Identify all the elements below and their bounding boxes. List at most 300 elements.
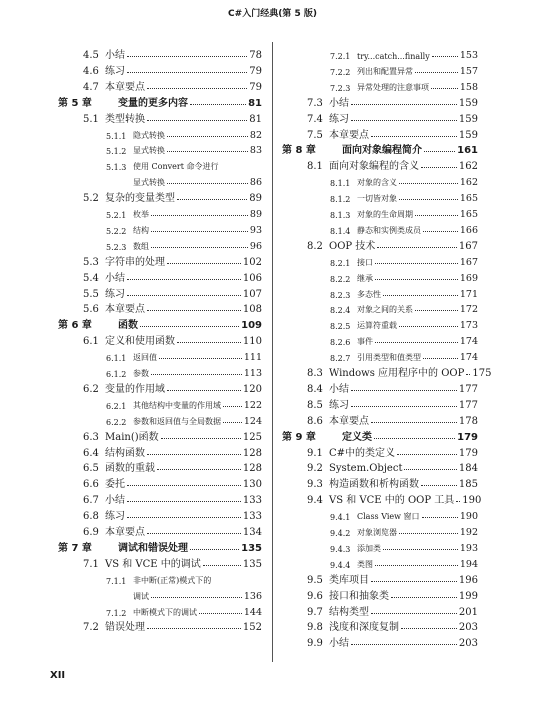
toc-entry-title: try...catch...finally: [357, 52, 430, 61]
toc-entry-page: 190: [459, 511, 478, 523]
toc-entry-number: 8.2.4: [330, 306, 351, 316]
dot-leader: [399, 199, 458, 200]
toc-entry-page: 152: [242, 622, 262, 634]
toc-entry-title: 对象浏览器: [357, 528, 397, 537]
toc-entry: [307, 109, 478, 125]
dot-leader: [151, 597, 242, 598]
toc-entry-title: 错误处理: [105, 622, 145, 634]
toc-entry-page: 174: [459, 336, 478, 348]
toc-entry-number: 6.1.1: [106, 354, 127, 364]
toc-entry: [83, 506, 262, 522]
toc-entry-title: 本章要点: [329, 129, 369, 141]
toc-entry: [330, 347, 478, 363]
dot-leader: [223, 422, 242, 423]
toc-entry-number: 9.4.4: [330, 560, 351, 570]
toc-entry: [307, 602, 478, 618]
toc-entry-page: 83: [249, 145, 262, 157]
toc-entry: [83, 490, 262, 506]
toc-entry-title: Class View 窗口: [357, 512, 420, 522]
toc-entry: [83, 77, 262, 93]
toc-entry-title: C#中的类定义: [329, 447, 396, 459]
toc-entry-number: 5.1: [83, 113, 99, 125]
column-divider: [272, 42, 273, 662]
dot-leader: [127, 279, 241, 280]
toc-entry-page: 159: [458, 129, 478, 141]
toc-entry-number: 7.2: [83, 622, 99, 634]
toc-entry: [330, 506, 478, 522]
toc-entry-page: 172: [459, 304, 478, 316]
toc-entry: [106, 204, 262, 220]
toc-entry-page: 133: [242, 495, 262, 507]
toc-entry: [307, 156, 478, 172]
toc-entry-page: 165: [459, 193, 478, 205]
toc-entry-title: 本章要点: [105, 81, 145, 93]
dot-leader: [399, 183, 458, 184]
toc-entry-title: 非中断(正常)模式下的: [133, 575, 212, 585]
toc-entry-number: 5.1.3: [106, 163, 127, 173]
toc-entry-title: 中断模式下的调试: [133, 607, 197, 617]
dot-leader: [375, 342, 458, 343]
toc-entry-page: 174: [459, 352, 478, 364]
dot-leader: [351, 644, 457, 645]
toc-entry-number: 4.7: [83, 81, 99, 93]
toc-entry-number: 第 6 章: [58, 320, 92, 332]
dot-leader: [147, 120, 247, 121]
toc-entry-page: 161: [457, 145, 478, 157]
dot-leader: [401, 628, 457, 629]
toc-entry-title: 静态和实例类成员: [357, 225, 421, 235]
toc-entry: [330, 331, 478, 347]
dot-leader: [383, 295, 458, 296]
toc-entry-title: 结构函数: [105, 447, 145, 459]
toc-entry-number: 9.4.3: [330, 544, 351, 554]
toc-entry-title: OOP 技术: [329, 240, 376, 252]
toc-entry: [330, 220, 478, 236]
toc-entry: [330, 268, 478, 284]
toc-entry-number: 6.5: [83, 463, 99, 475]
toc-entry-number: 6.2: [83, 383, 99, 395]
toc-entry: [83, 284, 262, 300]
toc-entry-page: 122: [243, 399, 262, 411]
toc-entry-number: 6.7: [83, 495, 99, 507]
toc-entry-page: 82: [249, 129, 262, 141]
toc-entry-page: 130: [242, 479, 262, 491]
toc-entry-title: 小结: [329, 97, 349, 109]
toc-entry-title: 调试: [133, 591, 149, 601]
dot-leader: [351, 390, 457, 391]
toc-entry-page: 203: [458, 638, 478, 650]
toc-entry: [83, 188, 262, 204]
dot-leader: [151, 215, 248, 216]
dot-leader: [127, 295, 241, 296]
running-header: C#入门经典(第 5 版): [228, 9, 317, 19]
dot-leader: [423, 231, 458, 232]
toc-entry-number: 9.2: [307, 463, 323, 475]
toc-entry-number: 8.2.1: [330, 258, 351, 268]
toc-entry: [330, 77, 478, 93]
toc-entry-page: 167: [459, 256, 478, 268]
toc-entry-number: 8.2.5: [330, 322, 351, 332]
toc-entry-page: 203: [458, 622, 478, 634]
toc-entry: [307, 363, 492, 379]
dot-leader: [422, 517, 458, 518]
toc-entry-number: 7.3: [307, 97, 323, 109]
toc-entry-number: 7.1.2: [106, 608, 127, 618]
dot-leader: [431, 88, 458, 89]
dot-leader: [140, 326, 239, 327]
toc-entry: [83, 252, 262, 268]
toc-entry-number: 第 7 章: [58, 542, 92, 554]
toc-entry-number: 6.1: [83, 336, 99, 348]
toc-entry-title: 类图: [357, 559, 373, 569]
toc-entry-page: 159: [458, 113, 478, 125]
toc-entry: [330, 538, 478, 554]
toc-entry-title: 定义类: [342, 431, 372, 443]
toc-entry: [307, 93, 478, 109]
toc-entry-number: 7.2.2: [330, 67, 351, 77]
toc-entry-page: 102: [242, 256, 262, 268]
toc-entry-number: 7.5: [307, 129, 323, 141]
toc-entry-title: System.Object: [329, 463, 403, 475]
dot-leader: [397, 454, 457, 455]
toc-entry: [330, 45, 478, 61]
toc-entry-page: 167: [458, 240, 478, 252]
toc-entry-page: 107: [242, 288, 262, 300]
toc-entry-title: 引用类型和值类型: [357, 353, 421, 363]
toc-entry: [106, 363, 262, 379]
toc-entry-number: 8.2.2: [330, 274, 351, 284]
dot-leader: [415, 310, 458, 311]
dot-leader: [375, 565, 458, 566]
dot-leader: [161, 438, 241, 439]
toc-entry: [133, 586, 262, 602]
toc-entry-number: 9.8: [307, 622, 323, 634]
dot-leader: [424, 151, 455, 152]
toc-entry: [307, 411, 478, 427]
toc-entry-number: 8.4: [307, 383, 323, 395]
toc-entry: [330, 284, 478, 300]
toc-entry-page: 86: [249, 177, 262, 189]
toc-entry: [83, 554, 262, 570]
toc-entry-page: 196: [458, 574, 478, 586]
toc-entry: [83, 522, 262, 538]
dot-leader: [147, 628, 241, 629]
dot-leader: [371, 581, 457, 582]
toc-entry-number: 9.4.1: [330, 513, 351, 523]
toc-entry-number: 9.4: [307, 495, 323, 507]
toc-entry-title: 委托: [105, 479, 125, 491]
toc-entry-title: 小结: [105, 272, 125, 284]
toc-entry-number: 8.6: [307, 415, 323, 427]
toc-entry-title: VS 和 VCE 中的调试: [105, 558, 201, 570]
dot-leader: [415, 72, 458, 73]
dot-leader: [423, 358, 458, 359]
toc-entry-title: 调试和错误处理: [118, 542, 188, 554]
toc-entry-page: 96: [249, 240, 262, 252]
toc-entry: [58, 93, 262, 109]
dot-leader: [351, 120, 457, 121]
toc-entry-title: 函数的重载: [105, 463, 155, 475]
toc-entry-page: 108: [242, 304, 262, 316]
toc-entry-title: 小结: [105, 495, 125, 507]
toc-entry: [282, 140, 478, 156]
dot-leader: [375, 263, 458, 264]
toc-entry: [83, 299, 262, 315]
toc-entry-page: 190: [462, 495, 482, 507]
toc-entry-number: 8.2.3: [330, 290, 351, 300]
toc-entry-page: 171: [459, 288, 478, 300]
toc-entry-title: 使用 Convert 命令进行: [133, 162, 219, 172]
toc-entry: [58, 538, 262, 554]
dot-leader: [190, 549, 239, 550]
toc-entry: [106, 140, 262, 156]
dot-leader: [177, 342, 241, 343]
dot-leader: [167, 151, 248, 152]
toc-entry-number: 6.6: [83, 479, 99, 491]
toc-entry-page: 169: [459, 272, 478, 284]
toc-entry-page: 177: [458, 383, 478, 395]
toc-entry-title: 类库项目: [329, 574, 369, 586]
dot-leader: [374, 438, 455, 439]
dot-leader: [127, 517, 241, 518]
toc-entry-number: 9.3: [307, 479, 323, 491]
toc-entry-page: 79: [249, 65, 262, 77]
toc-entry-page: 89: [249, 209, 262, 220]
toc-entry-number: 5.1.2: [106, 147, 127, 157]
dot-leader: [223, 406, 242, 407]
toc-entry-title: 数组: [133, 241, 149, 251]
toc-entry: [83, 268, 262, 284]
toc-entry-page: 179: [458, 447, 478, 459]
toc-entry-number: 6.8: [83, 511, 99, 523]
toc-entry-number: 9.6: [307, 590, 323, 602]
toc-entry-title: 对象的含义: [357, 178, 397, 188]
dot-leader: [203, 565, 241, 566]
toc-entry-page: 201: [458, 606, 478, 618]
dot-leader: [147, 310, 241, 311]
toc-entry-title: 返回值: [133, 353, 157, 363]
toc-entry: [307, 379, 478, 395]
toc-entry: [330, 299, 478, 315]
toc-entry-number: 6.2.1: [106, 401, 127, 411]
toc-entry: [307, 458, 478, 474]
toc-entry: [83, 474, 262, 490]
dot-leader: [456, 501, 460, 502]
toc-entry: [106, 125, 262, 141]
toc-entry-title: 本章要点: [105, 527, 145, 538]
dot-leader: [351, 406, 457, 407]
toc-entry-page: 166: [459, 224, 478, 236]
toc-entry: [307, 633, 478, 649]
toc-entry-title: 显式转换: [133, 178, 165, 188]
toc-entry-title: 小结: [329, 638, 349, 650]
toc-entry-number: 8.1.2: [330, 195, 351, 205]
toc-entry: [83, 109, 262, 125]
toc-entry: [330, 188, 478, 204]
toc-entry-title: 接口和抽象类: [329, 590, 389, 602]
toc-entry-page: 111: [243, 352, 262, 364]
toc-entry: [133, 172, 262, 188]
toc-entry-title: 运算符重载: [357, 321, 397, 331]
toc-entry-title: 添加类: [357, 543, 381, 553]
toc-entry-number: 5.1.1: [106, 131, 127, 141]
toc-entry-number: 第 5 章: [58, 97, 92, 109]
toc-entry-title: 继承: [357, 273, 373, 283]
toc-entry-number: 5.2.3: [106, 242, 127, 252]
toc-entry: [106, 570, 262, 586]
toc-entry-page: 81: [248, 97, 262, 109]
toc-entry-title: 参数: [133, 369, 149, 378]
toc-entry: [330, 522, 478, 538]
toc-entry-title: 练习: [105, 288, 125, 300]
toc-entry-number: 9.9: [307, 638, 323, 650]
toc-entry-page: 159: [458, 97, 478, 109]
toc-entry-page: 135: [242, 558, 262, 570]
dot-leader: [167, 136, 248, 137]
toc-entry: [330, 204, 478, 220]
dot-leader: [151, 374, 242, 375]
dot-leader: [147, 454, 241, 455]
toc-entry-title: 异常处理的注意事项: [357, 82, 429, 92]
dot-leader: [399, 326, 458, 327]
toc-entry-page: 89: [249, 193, 262, 205]
dot-leader: [167, 263, 241, 264]
toc-entry: [106, 602, 262, 618]
toc-entry-title: 小结: [329, 383, 349, 395]
toc-entry-title: Windows 应用程序中的 OOP: [329, 368, 465, 379]
toc-entry-page: 120: [242, 383, 262, 395]
toc-entry-title: 参数和返回值与全局数据: [133, 416, 221, 426]
toc-entry-title: 接口: [357, 257, 373, 267]
toc-entry-number: 6.9: [83, 527, 99, 538]
toc-entry-title: 变量的更多内容: [118, 97, 188, 109]
toc-entry-title: 练习: [329, 399, 349, 411]
toc-entry: [307, 586, 478, 602]
dot-leader: [391, 597, 457, 598]
dot-leader: [415, 215, 458, 216]
toc-entry-number: 6.3: [83, 431, 99, 443]
toc-entry-page: 81: [249, 113, 262, 125]
toc-entry-number: 6.4: [83, 447, 99, 459]
toc-entry: [106, 156, 262, 172]
toc-entry-title: 本章要点: [105, 304, 145, 316]
toc-entry-number: 8.3: [307, 368, 323, 379]
toc-entry-page: 125: [242, 431, 262, 443]
toc-entry-page: 194: [459, 558, 478, 570]
toc-entry-title: 函数: [118, 320, 138, 332]
toc-entry-number: 9.1: [307, 447, 323, 459]
toc-entry-title: 变量的作用域: [105, 383, 165, 395]
dot-leader: [151, 247, 248, 248]
dot-leader: [371, 136, 457, 137]
page-number: XII: [50, 670, 66, 681]
toc-entry-page: 173: [459, 320, 478, 332]
toc-entry-title: 事件: [357, 337, 373, 347]
toc-entry: [307, 443, 478, 459]
toc-entry: [307, 236, 478, 252]
toc-entry-title: 列出和配置异常: [357, 66, 413, 76]
toc-entry-page: 178: [458, 415, 478, 427]
toc-entry-page: 128: [242, 447, 262, 459]
toc-entry-page: 193: [459, 542, 478, 554]
toc-entry-number: 9.4.2: [330, 529, 351, 538]
toc-entry-title: 显式转换: [133, 146, 165, 156]
toc-entry-title: 其他结构中变量的作用域: [133, 400, 221, 410]
toc-entry-number: 5.5: [83, 288, 99, 300]
dot-leader: [421, 167, 457, 168]
toc-entry-page: 144: [243, 606, 262, 618]
toc-entry: [307, 395, 478, 411]
toc-entry-title: 面向对象编程的含义: [329, 161, 419, 173]
toc-entry-page: 199: [458, 590, 478, 602]
toc-entry-page: 110: [242, 336, 262, 348]
toc-entry-number: 9.7: [307, 606, 323, 618]
dot-leader: [159, 358, 242, 359]
dot-leader: [432, 56, 458, 57]
toc-entry-number: 8.1.4: [330, 226, 351, 236]
toc-entry: [330, 315, 478, 331]
toc-entry-page: 162: [459, 177, 478, 189]
dot-leader: [147, 88, 247, 89]
toc-entry-page: 78: [249, 50, 262, 61]
toc-entry-page: 79: [249, 81, 262, 93]
toc-entry: [83, 331, 262, 347]
toc-entry: [83, 427, 262, 443]
dot-leader: [167, 183, 248, 184]
toc-entry-page: 124: [243, 415, 262, 427]
toc-entry-title: 结构: [133, 225, 149, 235]
toc-entry: [83, 379, 262, 395]
toc-entry: [106, 220, 262, 236]
toc-entry-page: 158: [459, 81, 478, 93]
dot-leader: [399, 533, 458, 534]
toc-entry-number: 6.2.2: [106, 417, 127, 427]
toc-entry-number: 7.2.3: [330, 83, 351, 93]
toc-entry-number: 7.1: [83, 558, 99, 570]
dot-leader: [177, 199, 247, 200]
toc-entry-title: 练习: [105, 511, 125, 523]
dot-leader: [127, 72, 247, 73]
toc-entry-title: 对象的生命周期: [357, 210, 413, 219]
toc-entry-number: 7.1.1: [106, 576, 127, 586]
toc-entry-title: 小结: [105, 50, 125, 61]
toc-entry-page: 133: [242, 511, 262, 523]
dot-leader: [466, 374, 470, 375]
toc-entry: [330, 554, 478, 570]
toc-entry-number: 8.2.7: [330, 354, 351, 364]
toc-entry-title: 多态性: [357, 289, 381, 299]
toc-entry: [106, 347, 262, 363]
toc-entry-title: 结构类型: [329, 606, 369, 618]
dot-leader: [147, 533, 241, 534]
toc-entry-page: 157: [459, 65, 478, 77]
toc-entry-page: 113: [243, 368, 262, 379]
toc-entry-title: 构造函数和析构函数: [329, 479, 419, 491]
toc-entry-number: 7.4: [307, 113, 323, 125]
toc-entry: [307, 617, 478, 633]
toc-entry-title: 字符串的处理: [105, 256, 165, 268]
toc-entry-title: 枚举: [133, 210, 149, 219]
dot-leader: [199, 613, 242, 614]
toc-entry: [83, 617, 262, 633]
dot-leader: [371, 613, 457, 614]
toc-entry-number: 9.5: [307, 574, 323, 586]
toc-entry-number: 4.6: [83, 65, 99, 77]
toc-entry-page: 179: [457, 431, 478, 443]
toc-entry-number: 4.5: [83, 50, 99, 61]
toc-entry-page: 106: [242, 272, 262, 284]
toc-entry-page: 177: [458, 399, 478, 411]
